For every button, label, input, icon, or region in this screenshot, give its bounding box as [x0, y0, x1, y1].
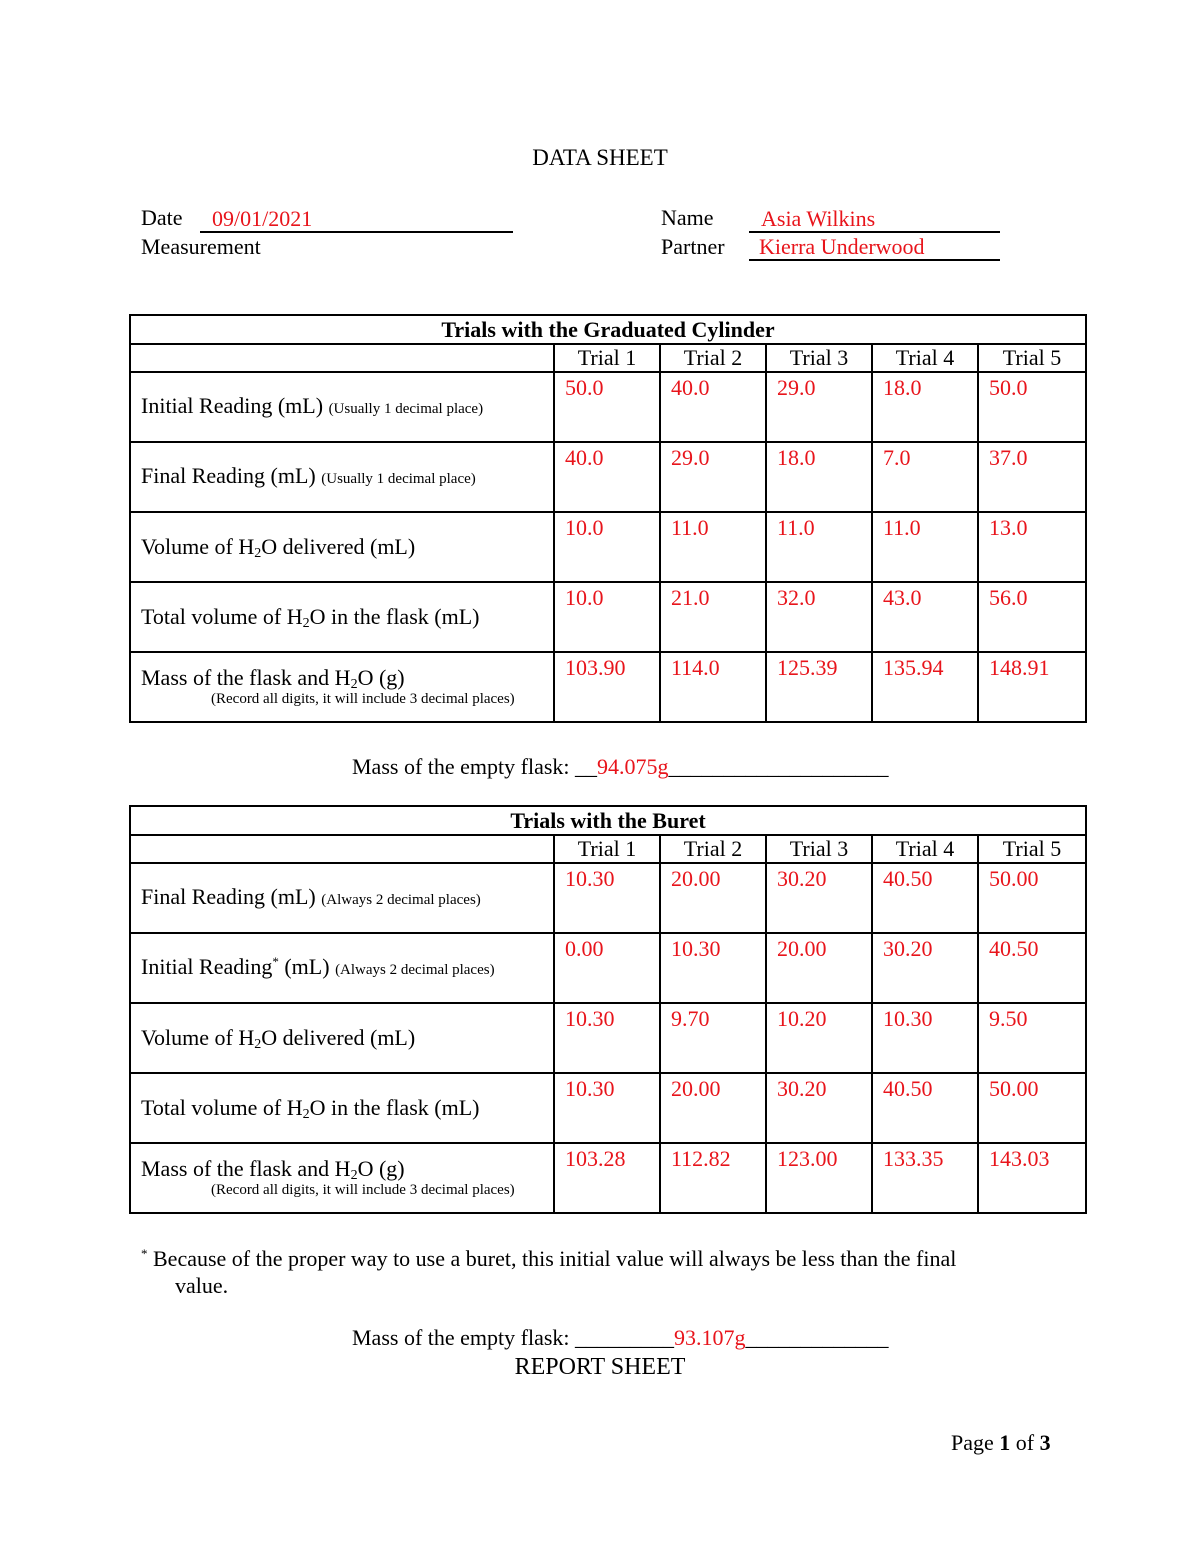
partner-field[interactable]: [749, 234, 1000, 261]
table-row: [130, 863, 1086, 933]
row-label: Mass of the flask and $H_2O$ (g) (Record all digits, it will include 3 decimal places): [130, 652, 554, 722]
trial-header: Trial 3: [766, 344, 872, 372]
trial-header: Trial 5: [978, 344, 1086, 372]
row-label: Final Reading (mL) (Usually 1 decimal place): [130, 442, 554, 512]
trial-header: Trial 1: [554, 344, 660, 372]
footnote-marker: *: [141, 1246, 148, 1261]
row-label: Volume of $H_2O$ delivered (mL): [130, 512, 554, 582]
empty-flask-line-1: Mass of the empty flask: __94.075g____________________: [352, 754, 889, 779]
data-cell[interactable]: 11.0: [766, 512, 872, 582]
trial-header: Trial 3: [766, 835, 872, 863]
trial-header-row: [130, 344, 1086, 372]
table-row: [130, 1003, 1086, 1073]
data-cell[interactable]: 30.20: [766, 863, 872, 933]
data-cell[interactable]: 135.94: [872, 652, 978, 722]
empty-flask-value[interactable]: 93.107g: [674, 1325, 746, 1350]
table-row: [130, 582, 1086, 652]
row-label: Initial Reading (mL) (Usually 1 decimal place): [130, 372, 554, 442]
data-cell[interactable]: 20.00: [660, 1073, 766, 1143]
data-cell[interactable]: 103.28: [554, 1143, 660, 1213]
footnote: * Because of the proper way to use a buret, this initial value will always be less than the final value.: [141, 1246, 957, 1298]
data-cell[interactable]: 20.00: [660, 863, 766, 933]
table-row: [130, 1073, 1086, 1143]
data-cell[interactable]: 125.39: [766, 652, 872, 722]
data-cell[interactable]: 13.0: [978, 512, 1086, 582]
name-label: Name: [661, 205, 714, 230]
empty-flask-line-2: Mass of the empty flask: _________93.107g_____________: [352, 1325, 889, 1350]
data-cell[interactable]: 40.50: [872, 1073, 978, 1143]
row-label: Volume of $H_2O$ delivered (mL): [130, 1003, 554, 1073]
data-cell[interactable]: 32.0: [766, 582, 872, 652]
date-label: Date: [141, 205, 183, 230]
data-cell[interactable]: 40.0: [660, 372, 766, 442]
partner-label: Partner: [661, 234, 725, 259]
data-cell[interactable]: 29.0: [660, 442, 766, 512]
row-label: Total volume of $H_2O$ in the flask (mL): [130, 582, 554, 652]
table-row: [130, 933, 1086, 1003]
data-cell[interactable]: 10.30: [554, 863, 660, 933]
data-cell[interactable]: 18.0: [872, 372, 978, 442]
trial-header: Trial 1: [554, 835, 660, 863]
empty-flask-label: Mass of the empty flask:: [352, 1325, 576, 1350]
data-cell[interactable]: 10.30: [660, 933, 766, 1003]
table-row: [130, 652, 1086, 722]
row-label: Mass of the flask and $H_2O$ (g) (Record all digits, it will include 3 decimal places): [130, 1143, 554, 1213]
data-cell[interactable]: 56.0: [978, 582, 1086, 652]
date-value: 09/01/2021: [212, 206, 313, 231]
row-label: Initial Reading* (mL) (Always 2 decimal places): [130, 933, 554, 1003]
trial-header: Trial 2: [660, 344, 766, 372]
data-cell[interactable]: 37.0: [978, 442, 1086, 512]
data-cell[interactable]: 112.82: [660, 1143, 766, 1213]
data-cell[interactable]: 10.0: [554, 512, 660, 582]
data-cell[interactable]: 10.30: [554, 1003, 660, 1073]
table-row: [130, 512, 1086, 582]
data-cell[interactable]: 148.91: [978, 652, 1086, 722]
report-sheet-title: REPORT SHEET: [514, 1354, 686, 1380]
data-cell[interactable]: 40.0: [554, 442, 660, 512]
name-value: Asia Wilkins: [761, 206, 876, 231]
data-cell[interactable]: 50.0: [554, 372, 660, 442]
data-cell[interactable]: 9.50: [978, 1003, 1086, 1073]
row-label: Total volume of $H_2O$ in the flask (mL): [130, 1073, 554, 1143]
data-cell[interactable]: 10.30: [554, 1073, 660, 1143]
buret-table: [129, 805, 1087, 1214]
data-cell[interactable]: 7.0: [872, 442, 978, 512]
data-cell[interactable]: 30.20: [766, 1073, 872, 1143]
data-cell[interactable]: 50.00: [978, 1073, 1086, 1143]
data-cell[interactable]: 40.50: [978, 933, 1086, 1003]
page-title: DATA SHEET: [532, 145, 668, 170]
data-cell[interactable]: 133.35: [872, 1143, 978, 1213]
table-row: [130, 442, 1086, 512]
data-cell[interactable]: 0.00: [554, 933, 660, 1003]
data-cell[interactable]: 143.03: [978, 1143, 1086, 1213]
data-cell[interactable]: 40.50: [872, 863, 978, 933]
row-label: Final Reading (mL) (Always 2 decimal places): [130, 863, 554, 933]
date-field[interactable]: [200, 206, 513, 233]
table-title: Trials with the Buret: [130, 806, 1086, 835]
trial-header: Trial 4: [872, 344, 978, 372]
data-cell[interactable]: 50.0: [978, 372, 1086, 442]
data-cell[interactable]: 123.00: [766, 1143, 872, 1213]
page-number: Page 1 of 3: [951, 1430, 1051, 1455]
data-cell[interactable]: 50.00: [978, 863, 1086, 933]
data-cell[interactable]: 10.0: [554, 582, 660, 652]
empty-flask-label: Mass of the empty flask:: [352, 754, 576, 779]
table-row: [130, 372, 1086, 442]
data-cell[interactable]: 30.20: [872, 933, 978, 1003]
data-cell[interactable]: 29.0: [766, 372, 872, 442]
trial-header: Trial 2: [660, 835, 766, 863]
table-title: Trials with the Graduated Cylinder: [130, 315, 1086, 344]
table-row: [130, 1143, 1086, 1213]
data-cell[interactable]: 11.0: [872, 512, 978, 582]
data-cell[interactable]: 11.0: [660, 512, 766, 582]
name-field[interactable]: [749, 206, 1000, 233]
data-cell[interactable]: 114.0: [660, 652, 766, 722]
data-cell[interactable]: 43.0: [872, 582, 978, 652]
trial-header: Trial 5: [978, 835, 1086, 863]
data-cell[interactable]: 18.0: [766, 442, 872, 512]
partner-value: Kierra Underwood: [759, 234, 925, 259]
measurement-label: Measurement: [141, 234, 261, 259]
empty-flask-value[interactable]: 94.075g: [597, 754, 669, 779]
data-cell[interactable]: 10.30: [872, 1003, 978, 1073]
data-cell[interactable]: 20.00: [766, 933, 872, 1003]
trial-header: Trial 4: [872, 835, 978, 863]
trial-header-row: [130, 835, 1086, 863]
data-cell[interactable]: 103.90: [554, 652, 660, 722]
graduated-cylinder-table: [129, 314, 1087, 723]
data-cell[interactable]: 10.20: [766, 1003, 872, 1073]
data-cell[interactable]: 21.0: [660, 582, 766, 652]
data-cell[interactable]: 9.70: [660, 1003, 766, 1073]
